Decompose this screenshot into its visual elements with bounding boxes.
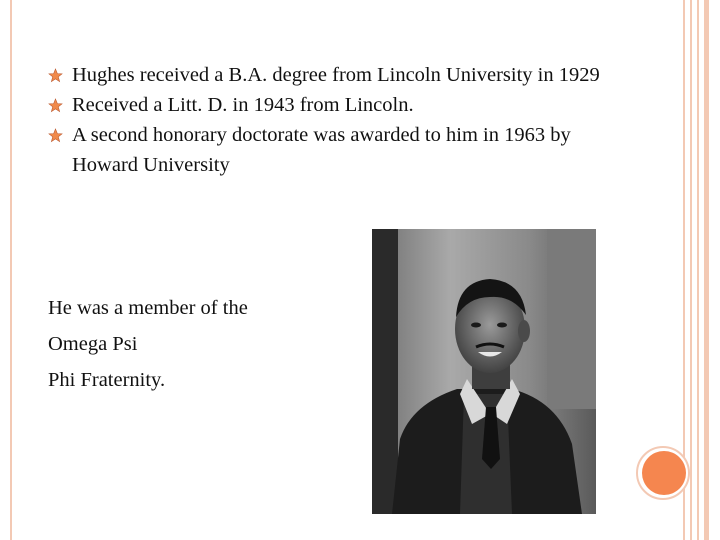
star-bullet-icon [48, 98, 63, 113]
decorative-orange-circle [642, 451, 686, 495]
list-item [48, 60, 638, 90]
text-line: Phi Fraternity. [48, 369, 166, 391]
slide-frame-right-line [697, 0, 699, 540]
slide-frame-right-line [690, 0, 692, 540]
portrait-illustration [372, 229, 596, 514]
bullet-text: Received a Litt. D. in 1943 from Lincoln. [72, 94, 414, 116]
bullet-text: Hughes received a B.A. degree from Lincoln University in 1929 [72, 64, 600, 86]
list-item [48, 120, 638, 180]
slide-frame-left-line [10, 0, 12, 540]
bullet-text: A second honorary doctorate was awarded to him in 1963 by Howard University [72, 124, 571, 176]
bullet-list [48, 60, 638, 180]
text-line: Omega Psi [48, 333, 138, 355]
fraternity-text [48, 290, 348, 398]
text-line: He was a member of the [48, 297, 248, 319]
slide-frame-right-line [704, 0, 709, 540]
star-bullet-icon [48, 128, 63, 143]
portrait-photo [372, 229, 596, 514]
list-item [48, 90, 638, 120]
star-bullet-icon [48, 68, 63, 83]
